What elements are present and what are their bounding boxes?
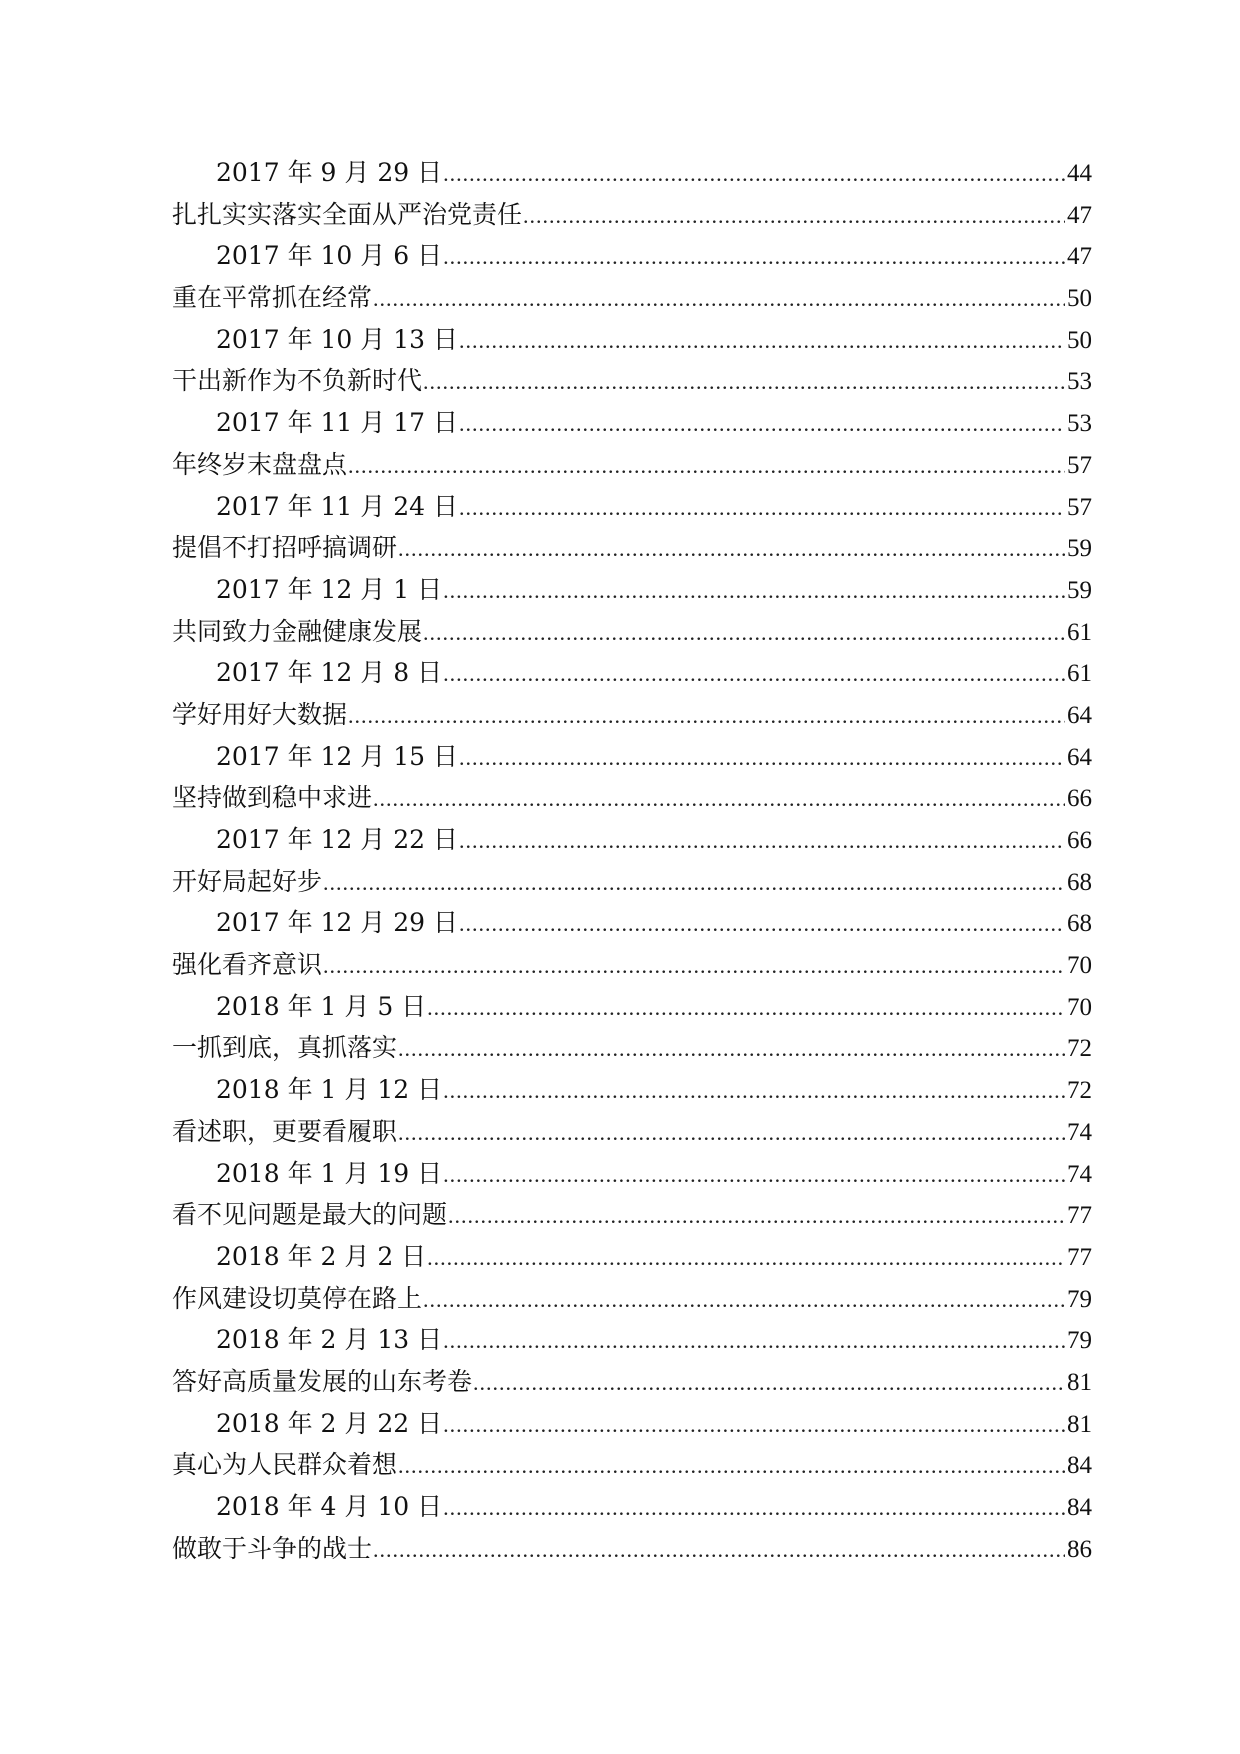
toc-title-entry[interactable] (172, 527, 1092, 569)
dot-leader (443, 236, 1065, 278)
dot-leader (459, 903, 1065, 945)
dot-leader (459, 487, 1065, 529)
toc-title-label: 重在平常抓在经常 (172, 283, 373, 313)
toc-page-number: 84 (1067, 1494, 1092, 1521)
toc-title-label: 做敢于斗争的战士 (172, 1533, 373, 1563)
toc-date-label: 2018 年 1 月 5 日 (216, 991, 427, 1021)
dot-leader (443, 1070, 1065, 1112)
toc-date-entry[interactable] (172, 402, 1092, 444)
toc-page-number: 68 (1067, 868, 1092, 896)
toc-title-entry[interactable] (172, 1278, 1092, 1320)
dot-leader (523, 195, 1065, 237)
dot-leader (398, 528, 1065, 570)
dot-leader (373, 778, 1065, 820)
dot-leader (443, 1154, 1065, 1196)
toc-date-label: 2018 年 1 月 19 日 (216, 1158, 443, 1188)
toc-title-label: 答好高质量发展的山东考卷 (172, 1366, 473, 1396)
dot-leader (398, 1028, 1065, 1070)
dot-leader (398, 1445, 1065, 1487)
toc-title-entry[interactable] (172, 277, 1092, 319)
toc-date-label: 2017 年 10 月 6 日 (216, 241, 443, 271)
toc-title-entry[interactable] (172, 1194, 1092, 1236)
toc-title-label: 扎扎实实落实全面从严治党责任 (172, 199, 523, 229)
toc-date-entry[interactable] (172, 1069, 1092, 1111)
toc-title-entry[interactable] (172, 1528, 1092, 1570)
toc-date-label: 2018 年 2 月 13 日 (216, 1325, 443, 1355)
toc-date-entry[interactable] (172, 986, 1092, 1028)
dot-leader (443, 1320, 1065, 1362)
toc-date-entry[interactable] (172, 819, 1092, 861)
toc-date-entry[interactable] (172, 1319, 1092, 1361)
toc-title-label: 看不见问题是最大的问题 (172, 1200, 448, 1230)
toc-date-entry[interactable] (172, 1403, 1092, 1445)
dot-leader (423, 1279, 1065, 1321)
dot-leader (459, 820, 1065, 862)
toc-page-number: 59 (1067, 535, 1092, 563)
toc-title-entry[interactable] (172, 611, 1092, 653)
dot-leader (443, 570, 1065, 612)
toc-page-number: 50 (1067, 285, 1092, 313)
dot-leader (373, 278, 1065, 320)
toc-title-entry[interactable] (172, 944, 1092, 986)
toc-date-label: 2017 年 12 月 22 日 (216, 825, 458, 854)
toc-date-entry[interactable] (172, 1486, 1092, 1528)
toc-date-label: 2017 年 12 月 29 日 (216, 908, 458, 938)
toc-page-number: 61 (1067, 618, 1092, 646)
toc-page-number: 79 (1067, 1285, 1092, 1313)
toc-date-label: 2018 年 2 月 2 日 (216, 1241, 427, 1271)
toc-title-label: 强化看齐意识 (172, 950, 323, 980)
toc-date-entry[interactable] (172, 1153, 1092, 1195)
toc-date-label: 2017 年 12 月 1 日 (216, 574, 443, 604)
toc-title-entry[interactable] (172, 360, 1092, 402)
toc-title-entry[interactable] (172, 444, 1092, 486)
toc-title-label: 看述职，更要看履职 (172, 1116, 398, 1146)
toc-page-number: 86 (1067, 1535, 1092, 1563)
dot-leader (423, 612, 1065, 654)
dot-leader (459, 320, 1065, 362)
toc-page-number: 47 (1067, 201, 1092, 229)
dot-leader (473, 1362, 1065, 1404)
toc-title-label: 年终岁末盘盘点 (172, 449, 348, 479)
dot-leader (323, 945, 1065, 987)
dot-leader (423, 361, 1065, 403)
toc-page-number: 72 (1067, 1077, 1092, 1105)
toc-page-number: 72 (1067, 1035, 1092, 1063)
toc-date-entry[interactable] (172, 569, 1092, 611)
toc-page-number: 77 (1067, 1243, 1092, 1271)
toc-title-entry[interactable] (172, 1361, 1092, 1403)
toc-page-number: 68 (1067, 910, 1092, 938)
toc-page-number: 59 (1067, 576, 1092, 604)
dot-leader (348, 695, 1065, 737)
toc-title-entry[interactable] (172, 861, 1092, 903)
table-of-contents (172, 152, 1092, 1569)
toc-page-number: 64 (1067, 701, 1092, 729)
toc-page-number: 64 (1067, 743, 1092, 771)
toc-page-number: 70 (1067, 952, 1092, 980)
toc-title-label: 真心为人民群众着想 (172, 1450, 398, 1480)
toc-page-number: 61 (1067, 660, 1092, 688)
toc-title-entry[interactable] (172, 1444, 1092, 1486)
toc-page-number: 57 (1067, 451, 1092, 479)
toc-title-label: 作风建设切莫停在路上 (172, 1283, 423, 1313)
toc-page-number: 53 (1067, 410, 1092, 438)
toc-page-number: 74 (1067, 1160, 1092, 1188)
toc-title-label: 干出新作为不负新时代 (172, 366, 423, 396)
toc-date-label: 2018 年 2 月 22 日 (216, 1408, 443, 1438)
toc-page-number: 84 (1067, 1452, 1092, 1480)
toc-title-label: 开好局起好步 (172, 866, 323, 896)
dot-leader (323, 862, 1065, 904)
toc-date-entry[interactable] (172, 152, 1092, 194)
toc-page-number: 79 (1067, 1327, 1092, 1355)
toc-date-label: 2017 年 10 月 13 日 (216, 324, 458, 354)
toc-title-label: 提倡不打招呼搞调研 (172, 533, 398, 563)
toc-title-entry[interactable] (172, 1027, 1092, 1069)
toc-page-number: 70 (1067, 993, 1092, 1021)
toc-date-entry[interactable] (172, 652, 1092, 694)
toc-page-number: 66 (1067, 785, 1092, 813)
toc-date-label: 2018 年 1 月 12 日 (216, 1075, 443, 1105)
toc-date-entry[interactable] (172, 235, 1092, 277)
toc-date-label: 2017 年 9 月 29 日 (216, 158, 443, 187)
dot-leader (459, 403, 1065, 445)
dot-leader (443, 653, 1065, 695)
toc-page-number: 77 (1067, 1202, 1092, 1230)
toc-date-entry[interactable] (172, 486, 1092, 528)
dot-leader (443, 1404, 1065, 1446)
toc-page-number: 47 (1067, 243, 1092, 271)
toc-date-label: 2017 年 11 月 24 日 (216, 491, 458, 521)
dot-leader (373, 1529, 1065, 1571)
toc-page-number: 81 (1067, 1368, 1092, 1396)
toc-title-entry[interactable] (172, 1111, 1092, 1153)
toc-date-label: 2017 年 12 月 15 日 (216, 741, 458, 771)
dot-leader (427, 1237, 1065, 1279)
toc-date-label: 2017 年 12 月 8 日 (216, 658, 443, 688)
toc-title-entry[interactable] (172, 777, 1092, 819)
toc-date-label: 2017 年 11 月 17 日 (216, 408, 458, 438)
dot-leader (448, 1195, 1065, 1237)
toc-page-number: 44 (1067, 160, 1092, 187)
dot-leader (398, 1112, 1065, 1154)
toc-title-entry[interactable] (172, 194, 1092, 236)
toc-date-entry[interactable] (172, 902, 1092, 944)
toc-page-number: 53 (1067, 368, 1092, 396)
toc-title-label: 一抓到底，真抓落实 (172, 1033, 398, 1063)
dot-leader (443, 153, 1065, 195)
toc-date-entry[interactable] (172, 319, 1092, 361)
dot-leader (348, 445, 1065, 487)
toc-date-entry[interactable] (172, 736, 1092, 778)
toc-title-label: 共同致力金融健康发展 (172, 616, 423, 646)
toc-page-number: 50 (1067, 326, 1092, 354)
toc-date-entry[interactable] (172, 1236, 1092, 1278)
toc-title-label: 学好用好大数据 (172, 699, 348, 729)
toc-page-number: 66 (1067, 827, 1092, 854)
dot-leader (443, 1487, 1065, 1529)
dot-leader (427, 987, 1065, 1029)
toc-page-number: 81 (1067, 1410, 1092, 1438)
toc-page-number: 74 (1067, 1118, 1092, 1146)
toc-title-entry[interactable] (172, 694, 1092, 736)
toc-page-number: 57 (1067, 493, 1092, 521)
toc-title-label: 坚持做到稳中求进 (172, 783, 373, 813)
dot-leader (459, 737, 1065, 779)
toc-date-label: 2018 年 4 月 10 日 (216, 1492, 443, 1521)
